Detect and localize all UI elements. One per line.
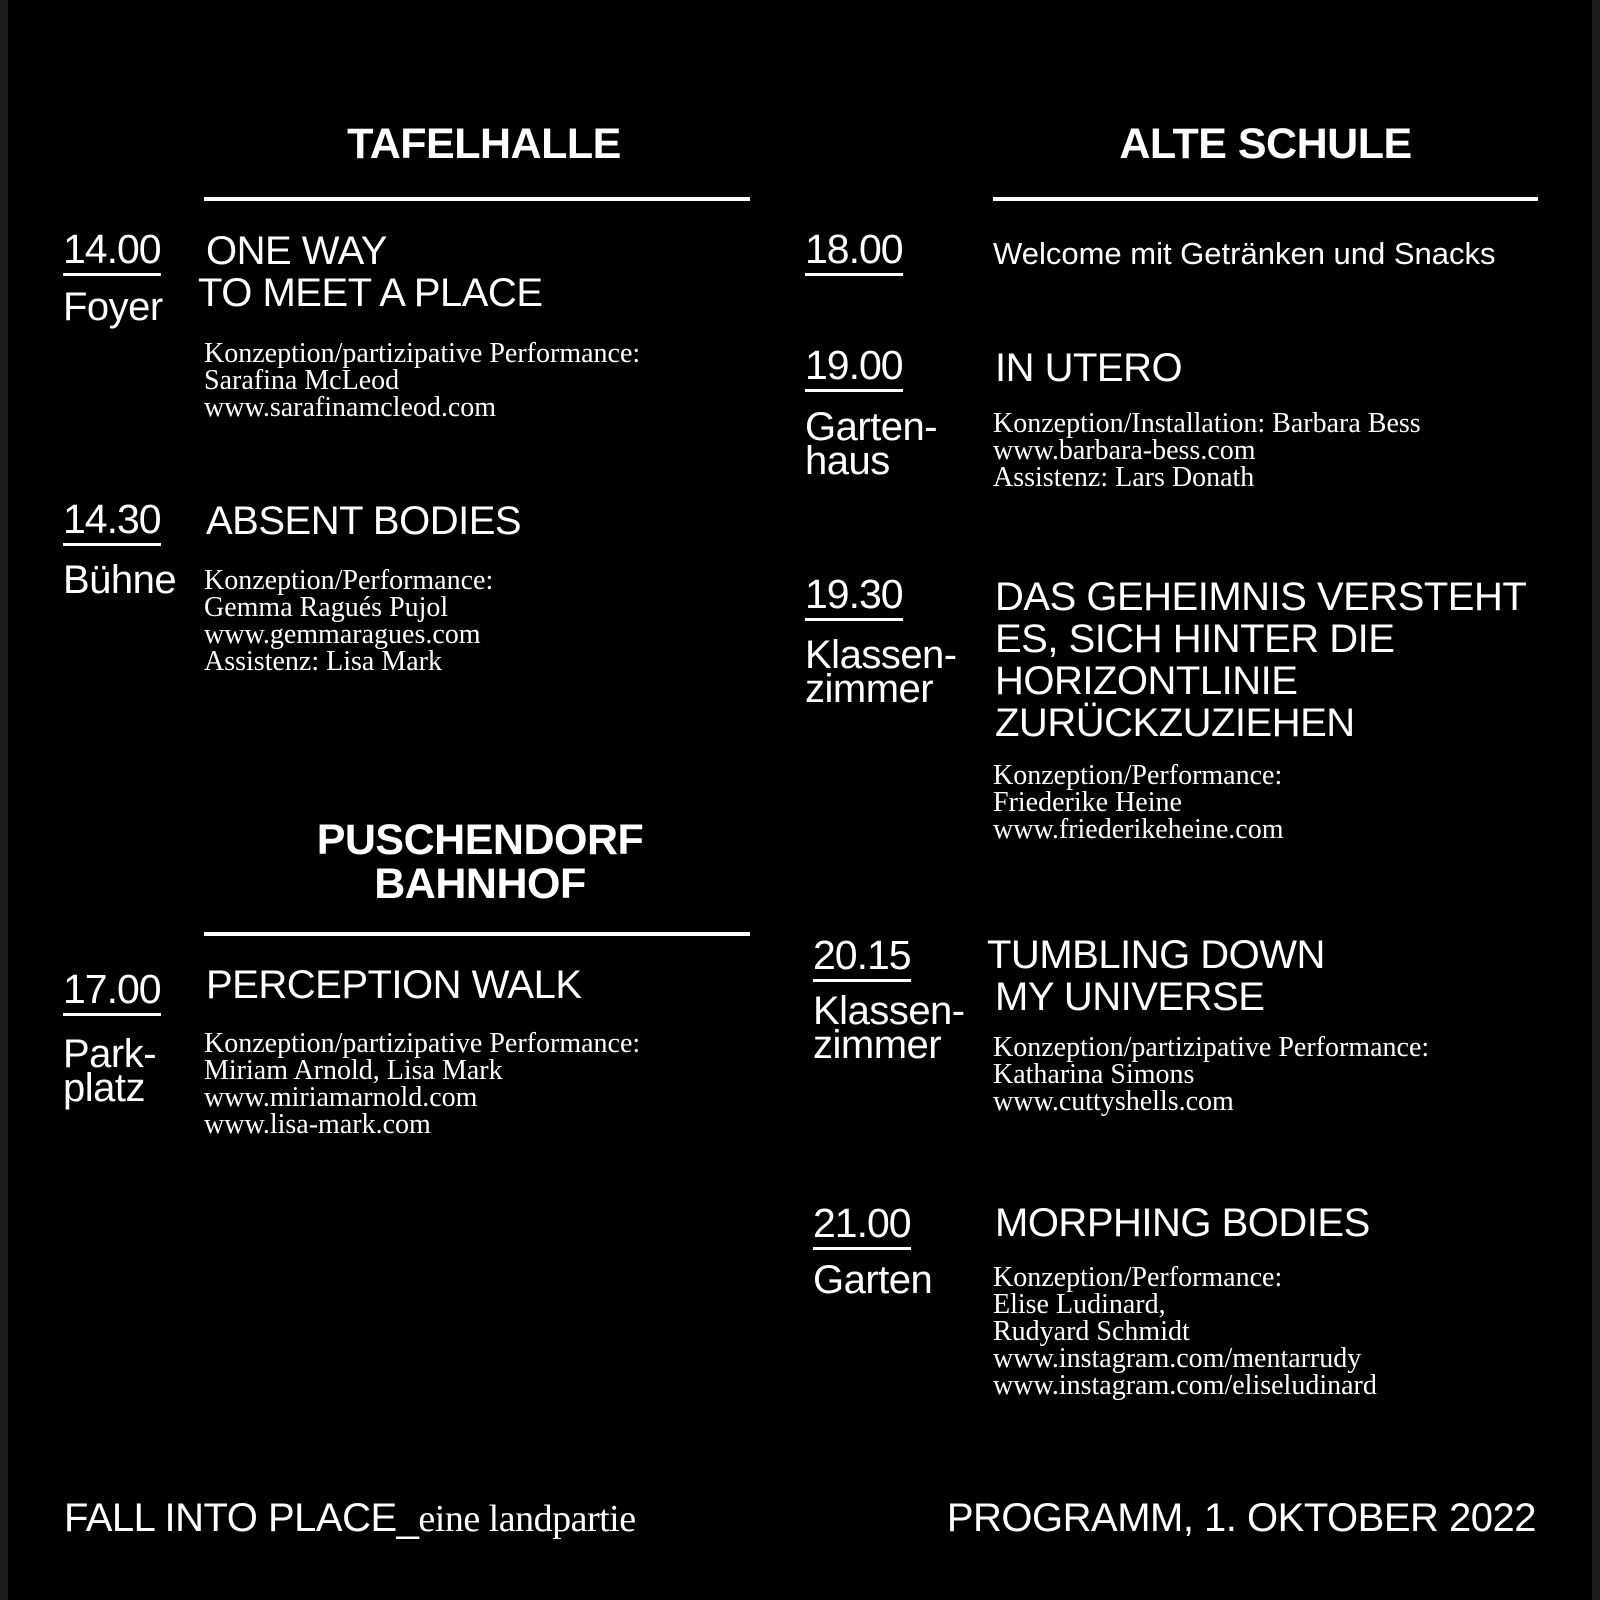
place-line: Klassen- <box>805 633 957 677</box>
event-credits <box>993 762 1284 843</box>
event-title: ABSENT BODIES <box>206 499 522 543</box>
event-title <box>995 576 1526 744</box>
venue-puschendorf-bahnhof <box>200 818 760 906</box>
event-time: 19.30 <box>805 571 903 621</box>
event-time: 21.00 <box>813 1200 911 1250</box>
footer-subtitle: eine landpartie <box>418 1498 636 1540</box>
credit-line: www.cuttyshells.com <box>993 1086 1234 1117</box>
credit-line: www.gemmaragues.com <box>204 619 481 650</box>
event-place: Bühne <box>63 558 177 602</box>
event-place: Foyer <box>63 285 163 329</box>
event-time: 17.00 <box>63 966 161 1016</box>
credit-line: Katharina Simons <box>993 1059 1195 1090</box>
place-line: zimmer <box>805 667 934 711</box>
event-time: 19.00 <box>805 342 903 392</box>
credit-line: Konzeption/Performance: <box>204 565 494 596</box>
venue-line: BAHNHOF <box>374 860 586 908</box>
event-place <box>813 989 965 1067</box>
credit-line: Konzeption/partizipative Performance: <box>993 1032 1430 1063</box>
venue-line: PUSCHENDORF <box>316 816 644 864</box>
venue-alte-schule: ALTE SCHULE <box>1119 120 1412 168</box>
credit-line: Assistenz: Lisa Mark <box>204 646 442 677</box>
event-title-line: ZURÜCKZUZIEHEN <box>995 701 1355 745</box>
credit-line: www.sarafinamcleod.com <box>204 392 497 423</box>
credit-line: Gemma Ragués Pujol <box>204 592 449 623</box>
footer-program-date: PROGRAMM, 1. OKTOBER 2022 <box>946 1496 1536 1540</box>
credit-line: www.instagram.com/eliseludinard <box>993 1370 1377 1401</box>
credit-line: Elise Ludinard, <box>993 1289 1166 1320</box>
event-title-line: TO MEET A PLACE <box>198 271 543 315</box>
venue-divider <box>204 932 750 936</box>
event-title: IN UTERO <box>995 346 1183 390</box>
place-line: platz <box>63 1066 145 1110</box>
credit-line: Konzeption/Performance: <box>993 1262 1283 1293</box>
venue-tafelhalle: TAFELHALLE <box>347 120 621 168</box>
place-line: Klassen- <box>813 989 965 1033</box>
event-title <box>198 229 543 315</box>
credit-line: Konzeption/partizipative Performance: <box>204 1028 641 1059</box>
event-credits <box>204 567 493 675</box>
event-credits <box>204 340 640 421</box>
event-title <box>987 934 1325 1018</box>
place-line: zimmer <box>813 1023 942 1067</box>
event-title-line: DAS GEHEIMNIS VERSTEHT <box>995 575 1527 619</box>
event-place <box>805 405 938 483</box>
event-time: 14.30 <box>63 496 161 546</box>
event-time: 20.15 <box>813 932 911 982</box>
event-title-line: HORIZONTLINIE <box>995 659 1298 703</box>
event-place <box>63 1032 157 1110</box>
event-title-line: ES, SICH HINTER DIE <box>995 617 1395 661</box>
event-description: Welcome mit Getränken und Snacks <box>993 236 1496 271</box>
place-line: Park- <box>63 1032 157 1076</box>
event-credits <box>204 1030 640 1138</box>
credit-line: Konzeption/Performance: <box>993 760 1283 791</box>
credit-line: www.instagram.com/mentarrudy <box>993 1343 1362 1374</box>
credit-line: Miriam Arnold, Lisa Mark <box>204 1055 503 1086</box>
credit-line: www.friederikeheine.com <box>993 814 1284 845</box>
event-title: PERCEPTION WALK <box>206 963 582 1007</box>
event-place <box>805 633 957 711</box>
place-line: haus <box>805 439 890 483</box>
event-credits <box>993 1034 1429 1115</box>
event-time: 18.00 <box>805 226 903 276</box>
credit-line: Konzeption/partizipative Performance: <box>204 338 641 369</box>
credit-line: www.miriamarnold.com <box>204 1082 478 1113</box>
event-title-line: TUMBLING DOWN <box>987 933 1325 977</box>
footer-event-name <box>64 1496 636 1541</box>
event-title-line: ONE WAY <box>206 229 387 273</box>
credit-line: Sarafina McLeod <box>204 365 400 396</box>
credit-line: www.barbara-bess.com <box>993 435 1256 466</box>
event-title: MORPHING BODIES <box>995 1201 1370 1245</box>
place-line: Garten- <box>805 405 938 449</box>
event-title-line: MY UNIVERSE <box>995 975 1265 1019</box>
event-time: 14.00 <box>63 226 161 276</box>
footer-title: FALL INTO PLACE_ <box>64 1496 419 1540</box>
credit-line: www.lisa-mark.com <box>204 1109 431 1140</box>
credit-line: Friederike Heine <box>993 787 1182 818</box>
credit-line: Konzeption/Installation: Barbara Bess <box>993 408 1421 439</box>
credit-line: Assistenz: Lars Donath <box>993 462 1255 493</box>
venue-divider <box>204 197 750 201</box>
event-credits <box>993 410 1421 491</box>
event-place: Garten <box>813 1258 933 1302</box>
credit-line: Rudyard Schmidt <box>993 1316 1190 1347</box>
venue-divider <box>993 197 1538 201</box>
event-credits <box>993 1264 1377 1399</box>
